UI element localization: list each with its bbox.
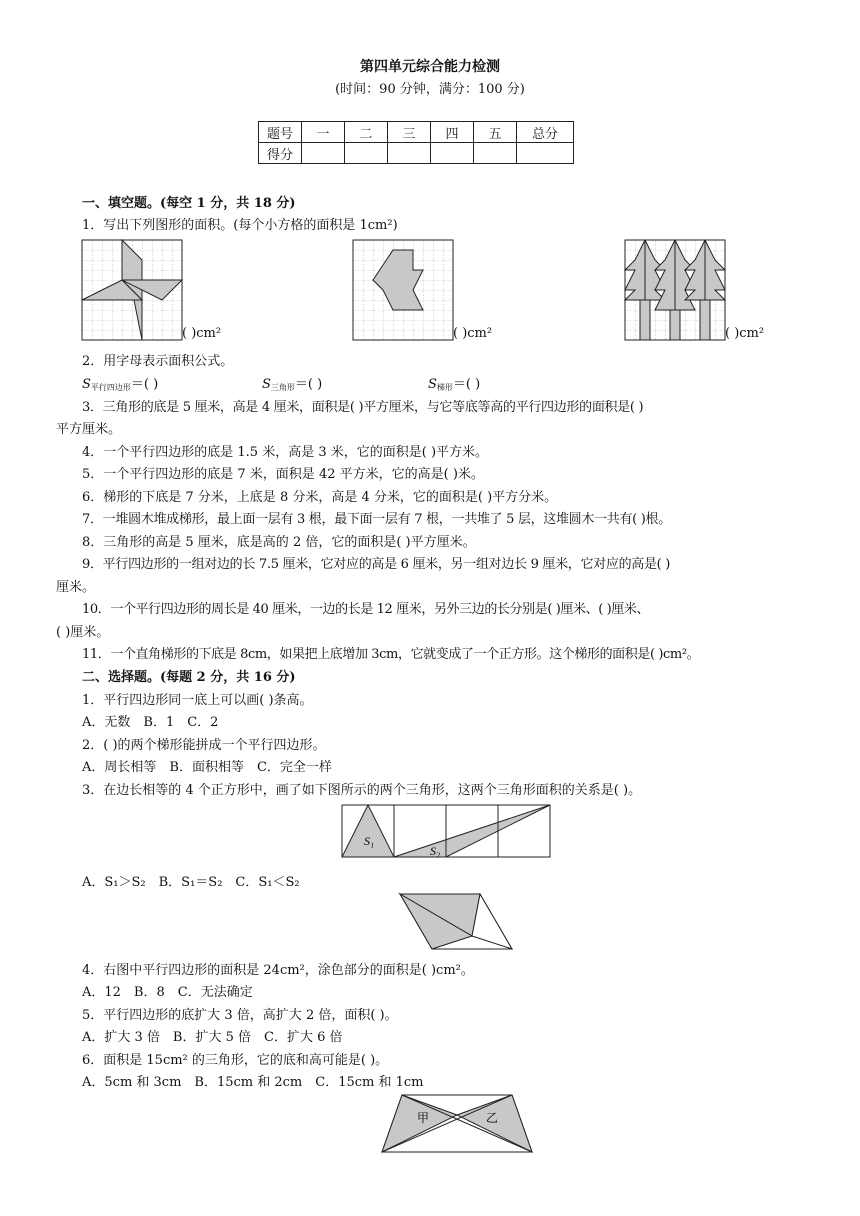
formula-s: S [428,377,437,392]
table-cell: 五 [474,122,517,143]
score-input-cell[interactable] [431,143,474,164]
table-cell: 得分 [259,143,302,164]
question-1-1: 1．写出下列图形的面积。(每个小方格的面积是 1cm²) [82,218,398,233]
formula-blank: ＝( ) [294,377,323,392]
question-2-2: 2．( )的两个梯形能拼成一个平行四边形。 [82,738,326,753]
score-table-score-row [259,143,574,164]
question-1-3-cont: 平方厘米。 [56,422,122,437]
q1-answer-blank-3[interactable]: ( )cm² [725,326,765,341]
formula-subscript: 平行四边形 [90,383,131,392]
question-2-3-options[interactable]: A．S₁＞S₂ B．S₁＝S₂ C．S₁＜S₂ [82,875,300,890]
table-cell: 总分 [517,122,574,143]
table-cell: 四 [431,122,474,143]
section1-heading: 一、填空题。(每空 1 分，共 18 分) [82,196,296,211]
question-2-2-options[interactable]: A．周长相等 B．面积相等 C．完全一样 [82,760,332,775]
score-input-cell[interactable] [302,143,345,164]
question-2-4: 4．右图中平行四边形的面积是 24cm²，涂色部分的面积是( )cm²。 [82,963,474,978]
question-1-6: 6．梯形的下底是 7 分米，上底是 8 分米，高是 4 分米，它的面积是( )平方分米。 [82,490,558,505]
score-table-header-row [259,122,574,143]
question-2-6-options[interactable]: A．5cm 和 3cm B．15cm 和 2cm C．15cm 和 1cm [82,1075,424,1090]
question-1-9-cont: 厘米。 [56,580,96,595]
label-s1: S₁ [364,834,375,848]
question-1-7: 7．一堆圆木堆成梯形，最上面一层有 3 根，最下面一层有 7 根，一共堆了 5 层，这堆圆木一共有( )根。 [82,512,671,527]
q1-answer-blank-1[interactable]: ( )cm² [182,326,222,341]
formula-blank: ＝( ) [130,377,159,392]
question-1-10: 10．一个平行四边形的周长是 40 厘米，一边的长是 12 厘米，另外三边的长分别是( )厘米、( )厘米、 [82,602,650,617]
four-squares-figure [342,805,550,857]
question-2-3: 3．在边长相等的 4 个正方形中，画了如下图所示的两个三角形，这两个三角形面积的关系是( )。 [82,783,642,798]
question-1-3: 3．三角形的底是 5 厘米，高是 4 厘米，面积是( )平方厘米，与它等底等高的平行四边形的面积是( ) [82,400,644,415]
label-jia: 甲 [417,1111,430,1125]
score-input-cell[interactable] [517,143,574,164]
formula-s: S [82,377,91,392]
score-input-cell[interactable] [474,143,517,164]
label-s2: S₂ [430,844,441,858]
question-2-4-options[interactable]: A．12 B．8 C．无法确定 [82,985,253,1000]
table-cell: 三 [388,122,431,143]
grid-figure-3 [625,240,725,340]
question-1-10-cont: ( )厘米。 [56,625,110,640]
score-input-cell[interactable] [345,143,388,164]
question-2-5: 5．平行四边形的底扩大 3 倍，高扩大 2 倍，面积( )。 [82,1008,398,1023]
question-2-1-options[interactable]: A．无数 B．1 C．2 [82,715,219,730]
question-1-11: 11．一个直角梯形的下底是 8cm，如果把上底增加 3cm，它就变成了一个正方形。这个梯形的面积是( )cm²。 [82,647,700,662]
score-input-cell[interactable] [388,143,431,164]
label-yi: 乙 [486,1111,499,1125]
formula-subscript: 三角形 [270,383,295,392]
q1-answer-blank-2[interactable]: ( )cm² [453,326,493,341]
question-2-1: 1．平行四边形同一底上可以画( )条高。 [82,693,313,708]
section2-heading: 二、选择题。(每题 2 分，共 16 分) [82,670,296,685]
trapezoid-figure [382,1095,532,1153]
formula-triangle[interactable] [262,373,322,393]
formula-parallelogram[interactable] [82,373,158,393]
page-subtitle: (时间：90 分钟，满分：100 分) [335,82,525,97]
page-title: 第四单元综合能力检测 [360,59,500,75]
question-1-9: 9．平行四边形的一组对边的长 7.5 厘米，它对应的高是 6 厘米，另一组对边长 9 厘米，它对应的高是( ) [82,557,671,572]
formula-s: S [262,377,271,392]
formula-subscript: 梯形 [436,383,453,392]
table-cell: 题号 [259,122,302,143]
question-1-8: 8．三角形的高是 5 厘米，底是高的 2 倍，它的面积是( )平方厘米。 [82,535,476,550]
table-cell: 二 [345,122,388,143]
question-2-5-options[interactable]: A．扩大 3 倍 B．扩大 5 倍 C．扩大 6 倍 [82,1030,343,1045]
question-2-6: 6．面积是 15cm² 的三角形，它的底和高可能是( )。 [82,1053,389,1068]
question-1-4: 4．一个平行四边形的底是 1.5 米，高是 3 米，它的面积是( )平方米。 [82,445,489,460]
grid-figure-2 [353,240,453,340]
score-table [258,121,574,164]
formula-trapezoid[interactable] [428,373,480,393]
question-1-2: 2．用字母表示面积公式。 [82,354,234,369]
formula-blank: ＝( ) [452,377,481,392]
table-cell: 一 [302,122,345,143]
grid-figure-1 [82,240,182,340]
question-1-5: 5．一个平行四边形的底是 7 米，面积是 42 平方米，它的高是( )米。 [82,467,484,482]
parallelogram-figure [400,894,512,949]
